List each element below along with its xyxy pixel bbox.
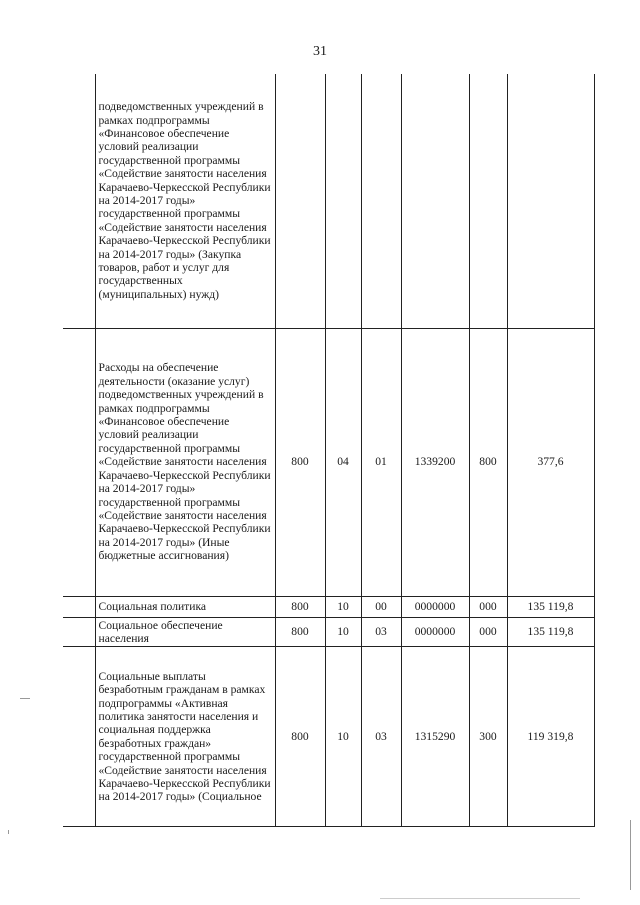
scan-speck: [380, 898, 580, 899]
target-article-cell: 0000000: [401, 596, 469, 617]
sum-cell: 377,6: [507, 328, 594, 596]
expense-name-cell: Социальное обеспечение населения: [95, 617, 275, 647]
scan-speck: [630, 820, 631, 890]
ministry-cell: 800: [275, 647, 325, 827]
subsection-cell: 03: [361, 617, 401, 647]
page-number: 31: [313, 44, 327, 59]
section-cell: 10: [325, 647, 361, 827]
ministry-cell: 800: [275, 328, 325, 596]
row-number-cell: [63, 617, 95, 647]
subsection-cell: [361, 74, 401, 328]
row-number-cell: [63, 596, 95, 617]
ministry-cell: 800: [275, 617, 325, 647]
subsection-cell: 01: [361, 328, 401, 596]
expense-type-cell: 800: [469, 328, 507, 596]
expense-name-cell: Социальная политика: [95, 596, 275, 617]
row-number-cell: [63, 74, 95, 328]
table-row: [63, 74, 594, 328]
subsection-cell: 00: [361, 596, 401, 617]
scan-speck: [20, 698, 30, 699]
sum-cell: [507, 74, 594, 328]
table-row: [63, 647, 594, 827]
section-cell: 04: [325, 328, 361, 596]
budget-table: [63, 74, 595, 827]
expense-type-cell: [469, 74, 507, 328]
section-cell: 10: [325, 596, 361, 617]
expense-type-cell: 000: [469, 617, 507, 647]
expense-name-cell: подведомственных учреждений в рамках подпрограммы «Финансовое обеспечение условий реализации государственной программы «Содействие занятости населения Карачаево-Черкесской Республики на 2014-2017 годы» государственной программы «Содействие занятости населения Карачаево-Черкесской Республики на 2014-2017 годы» (Закупка товаров, работ и услуг для государственных (муниципальных) нужд): [95, 74, 275, 328]
ministry-cell: 800: [275, 596, 325, 617]
table-row: [63, 328, 594, 596]
table-row: [63, 617, 594, 647]
section-cell: [325, 74, 361, 328]
expense-type-cell: 300: [469, 647, 507, 827]
target-article-cell: 1315290: [401, 647, 469, 827]
expense-type-cell: 000: [469, 596, 507, 617]
ministry-cell: [275, 74, 325, 328]
sum-cell: 135 119,8: [507, 617, 594, 647]
row-number-cell: [63, 647, 95, 827]
table-row: [63, 596, 594, 617]
sum-cell: 135 119,8: [507, 596, 594, 617]
subsection-cell: 03: [361, 647, 401, 827]
section-cell: 10: [325, 617, 361, 647]
sum-cell: 119 319,8: [507, 647, 594, 827]
target-article-cell: 1339200: [401, 328, 469, 596]
row-number-cell: [63, 328, 95, 596]
scan-speck: [8, 830, 9, 834]
target-article-cell: 0000000: [401, 617, 469, 647]
expense-name-cell: Социальные выплаты безработным гражданам в рамках подпрограммы «Активная политика занятости населения и социальная поддержка безработных граждан» государственной программы «Содействие занятости населения Карачаево-Черкесской Республики на 2014-2017 годы» (Социальное: [95, 647, 275, 827]
expense-name-cell: Расходы на обеспечение деятельности (оказание услуг) подведомственных учреждений в рамках подпрограммы «Финансовое обеспечение условий реализации государственной программы «Содействие занятости населения Карачаево-Черкесской Республики на 2014-2017 годы» государственной программы «Содействие занятости населения Карачаево-Черкесской Республики на 2014-2017 годы» (Иные бюджетные ассигнования): [95, 328, 275, 596]
target-article-cell: [401, 74, 469, 328]
